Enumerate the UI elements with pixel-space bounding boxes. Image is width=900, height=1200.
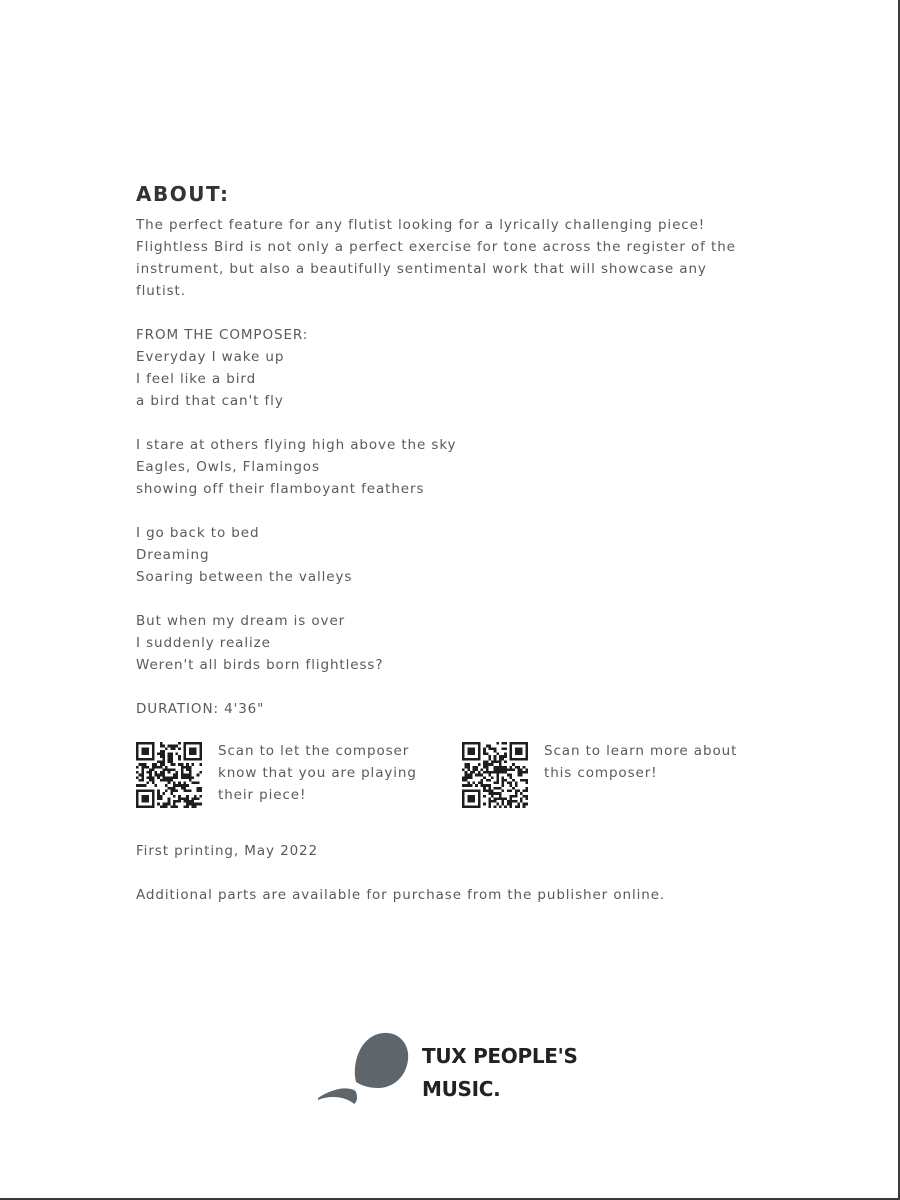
about-section [136, 180, 776, 720]
qr-caption-line: Scan to let the composer [218, 743, 410, 759]
about-heading: ABOUT: [136, 182, 230, 206]
qr-caption-line: this composer! [544, 765, 658, 781]
qr-code-icon[interactable] [136, 742, 202, 808]
composer-note-heading: FROM THE COMPOSER: [136, 327, 309, 343]
poem-line: Soaring between the valleys [136, 569, 353, 585]
qr-caption [218, 740, 417, 806]
poem-line: Everyday I wake up [136, 349, 285, 365]
poem-line: I suddenly realize [136, 635, 271, 651]
about-description [136, 214, 776, 302]
poem-line: Weren't all birds born flightless? [136, 657, 384, 673]
publisher-name [422, 1040, 578, 1106]
poem-stanza-1 [136, 346, 776, 412]
parts-availability-note: Additional parts are available for purchase from the publisher online. [136, 887, 666, 903]
speech-bubble-logo-icon [318, 1030, 414, 1110]
printing-info [136, 840, 776, 906]
qr-caption-line: their piece! [218, 787, 307, 803]
qr-item-contact-composer [136, 742, 417, 808]
poem-line: a bird that can't fly [136, 393, 284, 409]
about-line: instrument, but also a beautifully sentimental work that will showcase any [136, 261, 707, 277]
poem-line: Dreaming [136, 547, 210, 563]
printing-date: First printing, May 2022 [136, 843, 319, 859]
publisher-logo [318, 1030, 598, 1110]
publisher-name-line-1: TUX PEOPLE'S [422, 1044, 578, 1068]
poem-line: showing off their flamboyant feathers [136, 481, 425, 497]
composer-note [136, 324, 776, 720]
about-line: Flightless Bird is not only a perfect exercise for tone across the register of the [136, 239, 736, 255]
qr-item-learn-composer [462, 742, 737, 808]
about-line: flutist. [136, 283, 186, 299]
logo-bubble-shape [355, 1033, 408, 1088]
publisher-name-line-2: MUSIC. [422, 1077, 501, 1101]
poem-line: Eagles, Owls, Flamingos [136, 459, 320, 475]
duration: DURATION: 4'36" [136, 701, 265, 717]
poem-line: I go back to bed [136, 525, 260, 541]
poem-stanza-3 [136, 522, 776, 588]
qr-caption-line: know that you are playing [218, 765, 417, 781]
qr-caption-line: Scan to learn more about [544, 743, 738, 759]
poem-line: I feel like a bird [136, 371, 257, 387]
poem-stanza-4 [136, 610, 776, 676]
poem-line: I stare at others flying high above the sky [136, 437, 457, 453]
qr-code-icon[interactable] [462, 742, 528, 808]
qr-codes-row [136, 742, 776, 812]
poem-stanza-2 [136, 434, 776, 500]
qr-caption [544, 740, 737, 784]
poem-line: But when my dream is over [136, 613, 346, 629]
logo-bubble-tail [318, 1088, 357, 1104]
about-line: The perfect feature for any flutist looking for a lyrically challenging piece! [136, 217, 706, 233]
